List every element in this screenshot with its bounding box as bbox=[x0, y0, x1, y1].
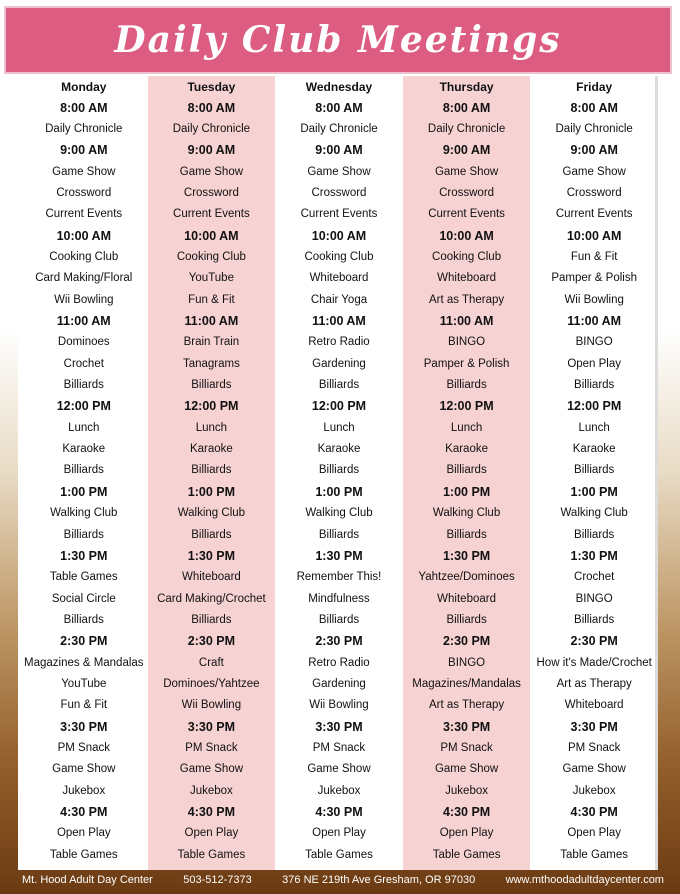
time-slot: 1:00 PM bbox=[570, 484, 618, 499]
activity: PM Snack bbox=[57, 742, 110, 754]
activity: Magazines/Mandalas bbox=[412, 677, 521, 690]
activity: Table Games bbox=[432, 848, 501, 861]
activity: Billiards bbox=[318, 379, 360, 392]
activity: Yahtzee/Dominoes bbox=[418, 571, 515, 584]
time-slot: 12:00 PM bbox=[311, 399, 367, 414]
time-slot: 11:00 AM bbox=[184, 314, 239, 328]
activity: Crochet bbox=[574, 571, 615, 584]
activity: Mindfulness bbox=[308, 592, 370, 605]
activity: Jukebox bbox=[317, 784, 361, 797]
time-slot: 3:30 PM bbox=[60, 719, 108, 734]
activity: Fun & Fit bbox=[570, 250, 618, 263]
activity: Current Events bbox=[173, 208, 250, 221]
activity: PM Snack bbox=[312, 742, 366, 754]
activity: Current Events bbox=[428, 208, 505, 221]
time-slot: 8:00 AM bbox=[315, 100, 363, 115]
activity: Billiards bbox=[574, 464, 615, 477]
activity: Retro Radio bbox=[308, 336, 370, 349]
activity: Billiards bbox=[574, 379, 615, 392]
time-slot: 12:00 PM bbox=[439, 399, 494, 414]
activity: Cooking Club bbox=[176, 250, 246, 263]
time-slot: 8:00 AM bbox=[187, 100, 236, 115]
activity: BINGO bbox=[448, 656, 486, 669]
activity: Crossword bbox=[183, 186, 239, 199]
time-slot: 3:30 PM bbox=[315, 719, 363, 734]
activity: Daily Chronicle bbox=[300, 122, 378, 135]
schedule-columns bbox=[20, 76, 658, 870]
activity: BINGO bbox=[575, 336, 613, 349]
time-slot: 10:00 AM bbox=[439, 228, 494, 243]
time-slot: 11:00 AM bbox=[439, 314, 494, 328]
activity: Open Play bbox=[56, 827, 111, 840]
activity: Billiards bbox=[318, 528, 360, 541]
activity: Whiteboard bbox=[181, 571, 241, 584]
activity: Lunch bbox=[68, 421, 100, 434]
activity: Walking Club bbox=[177, 507, 246, 520]
activity: Lunch bbox=[323, 421, 355, 434]
activity: Dominoes/Yahtzee bbox=[163, 677, 260, 690]
activity: Billiards bbox=[191, 613, 232, 626]
activity: Whiteboard bbox=[564, 699, 624, 712]
activity: Billiards bbox=[63, 613, 104, 626]
activity: PM Snack bbox=[185, 742, 238, 754]
day-column-wednesday bbox=[275, 76, 403, 870]
time-slot: 2:30 PM bbox=[442, 634, 491, 649]
activity: Table Games bbox=[305, 848, 373, 861]
activity: Table Games bbox=[177, 848, 246, 861]
activity: Game Show bbox=[562, 763, 626, 776]
title-banner bbox=[4, 6, 672, 74]
activity: Gardening bbox=[312, 357, 366, 370]
time-slot: 1:00 PM bbox=[187, 484, 236, 499]
activity: Game Show bbox=[434, 165, 499, 178]
activity: Game Show bbox=[307, 763, 371, 776]
time-slot: 12:00 PM bbox=[567, 399, 622, 414]
activity: Tanagrams bbox=[182, 357, 240, 370]
activity: Daily Chronicle bbox=[427, 122, 506, 135]
activity: Walking Club bbox=[50, 507, 118, 520]
activity: Current Events bbox=[300, 208, 378, 221]
activity: Wii Bowling bbox=[54, 293, 114, 306]
time-slot: 9:00 AM bbox=[442, 143, 491, 158]
time-slot: 9:00 AM bbox=[315, 143, 363, 158]
activity: Game Show bbox=[52, 763, 116, 776]
activity: Remember This! bbox=[296, 571, 382, 584]
activity: Table Games bbox=[49, 848, 118, 861]
activity: Wii Bowling bbox=[564, 293, 624, 306]
activity: Billiards bbox=[574, 613, 615, 626]
time-slot: 10:00 AM bbox=[184, 228, 239, 243]
time-slot: 8:00 AM bbox=[60, 100, 108, 115]
footer bbox=[0, 871, 680, 889]
activity: PM Snack bbox=[440, 742, 493, 754]
activity: Wii Bowling bbox=[309, 699, 369, 712]
activity: Crossword bbox=[311, 186, 367, 199]
time-slot: 3:30 PM bbox=[187, 719, 236, 734]
activity: Daily Chronicle bbox=[555, 122, 633, 135]
activity: Billiards bbox=[191, 528, 232, 541]
activity: Billiards bbox=[63, 528, 104, 541]
activity: Open Play bbox=[567, 357, 622, 370]
activity: Daily Chronicle bbox=[45, 122, 123, 135]
time-slot: 4:30 PM bbox=[570, 805, 618, 820]
time-slot: 8:00 AM bbox=[570, 100, 618, 115]
activity: Lunch bbox=[195, 421, 228, 434]
activity: Karaoke bbox=[317, 443, 361, 456]
time-slot: 8:00 AM bbox=[442, 100, 491, 115]
page-title: Daily Club Meetings bbox=[114, 19, 562, 61]
time-slot: 2:30 PM bbox=[187, 634, 236, 649]
activity: Billiards bbox=[446, 464, 487, 477]
activity: Magazines & Mandalas bbox=[24, 656, 144, 669]
activity: Crossword bbox=[439, 186, 495, 199]
activity: Walking Club bbox=[305, 507, 373, 520]
time-slot: 3:30 PM bbox=[442, 719, 491, 734]
footer-center-name: Mt. Hood Adult Day Center bbox=[22, 874, 153, 886]
activity: Brain Train bbox=[183, 336, 240, 349]
day-column-thursday bbox=[403, 76, 531, 870]
activity: Open Play bbox=[184, 827, 239, 840]
activity: Current Events bbox=[555, 208, 633, 221]
activity: Whiteboard bbox=[437, 592, 496, 605]
activity: Open Play bbox=[439, 827, 494, 840]
activity: Whiteboard bbox=[437, 272, 496, 285]
activity: Game Show bbox=[434, 763, 499, 776]
time-slot: 1:30 PM bbox=[315, 548, 363, 563]
activity: Karaoke bbox=[445, 443, 488, 456]
activity: Art as Therapy bbox=[428, 293, 505, 306]
activity: Crossword bbox=[56, 186, 112, 199]
time-slot: 1:30 PM bbox=[570, 548, 618, 563]
activity: Lunch bbox=[578, 421, 610, 434]
time-slot: 1:30 PM bbox=[60, 548, 108, 563]
time-slot: 4:30 PM bbox=[315, 805, 363, 820]
time-slot: 1:00 PM bbox=[60, 484, 108, 499]
activity: Billiards bbox=[446, 528, 487, 541]
activity: Walking Club bbox=[432, 507, 501, 520]
activity: Game Show bbox=[307, 165, 371, 178]
time-slot: 11:00 AM bbox=[56, 314, 111, 328]
activity: Crossword bbox=[566, 186, 622, 199]
time-slot: 9:00 AM bbox=[60, 143, 108, 158]
activity: Lunch bbox=[450, 421, 483, 434]
activity: Current Events bbox=[45, 208, 123, 221]
activity: Retro Radio bbox=[308, 656, 370, 669]
activity: Jukebox bbox=[62, 784, 106, 797]
activity: Fun & Fit bbox=[188, 293, 235, 306]
activity: Art as Therapy bbox=[428, 699, 505, 712]
day-header: Tuesday bbox=[187, 79, 236, 94]
time-slot: 11:00 AM bbox=[567, 314, 622, 328]
time-slot: 1:00 PM bbox=[315, 484, 363, 499]
day-column-friday bbox=[530, 76, 658, 870]
day-header: Thursday bbox=[439, 79, 494, 94]
activity: Chair Yoga bbox=[310, 293, 368, 306]
activity: Karaoke bbox=[62, 443, 106, 456]
activity: How it's Made/Crochet bbox=[536, 656, 652, 669]
time-slot: 1:30 PM bbox=[442, 548, 491, 563]
activity: YouTube bbox=[188, 272, 234, 285]
time-slot: 9:00 AM bbox=[187, 143, 236, 158]
activity: Card Making/Floral bbox=[35, 272, 133, 285]
activity: Billiards bbox=[318, 464, 360, 477]
activity: Billiards bbox=[191, 464, 232, 477]
activity: Billiards bbox=[191, 379, 232, 392]
time-slot: 12:00 PM bbox=[184, 399, 239, 414]
activity: Table Games bbox=[49, 571, 118, 584]
activity: Card Making/Crochet bbox=[157, 592, 266, 605]
time-slot: 9:00 AM bbox=[570, 143, 618, 158]
time-slot: 3:30 PM bbox=[570, 719, 618, 734]
activity: Art as Therapy bbox=[556, 677, 632, 690]
day-header: Friday bbox=[576, 79, 613, 94]
time-slot: 10:00 AM bbox=[566, 228, 622, 243]
activity: Pamper & Polish bbox=[551, 272, 637, 285]
activity: Daily Chronicle bbox=[172, 122, 251, 135]
time-slot: 4:30 PM bbox=[442, 805, 491, 820]
activity: Gardening bbox=[312, 677, 366, 690]
time-slot: 11:00 AM bbox=[312, 314, 366, 328]
activity: Karaoke bbox=[572, 443, 616, 456]
activity: Crochet bbox=[63, 357, 104, 370]
activity: Billiards bbox=[446, 379, 487, 392]
day-column-monday bbox=[20, 76, 148, 870]
activity: Billiards bbox=[574, 528, 615, 541]
time-slot: 10:00 AM bbox=[56, 228, 111, 243]
time-slot: 1:00 PM bbox=[442, 484, 491, 499]
time-slot: 2:30 PM bbox=[570, 634, 618, 649]
activity: PM Snack bbox=[567, 742, 621, 754]
activity: Jukebox bbox=[572, 784, 616, 797]
activity: Dominoes bbox=[57, 336, 110, 349]
activity: Game Show bbox=[179, 763, 244, 776]
activity: Game Show bbox=[52, 165, 116, 178]
activity: Billiards bbox=[63, 464, 104, 477]
day-header: Wednesday bbox=[305, 79, 373, 94]
activity: Cooking Club bbox=[432, 250, 502, 263]
day-column-tuesday bbox=[148, 76, 276, 870]
activity: Craft bbox=[198, 656, 224, 669]
time-slot: 10:00 AM bbox=[311, 228, 367, 243]
activity: Open Play bbox=[567, 827, 622, 840]
activity: BINGO bbox=[575, 592, 613, 605]
activity: Karaoke bbox=[189, 443, 233, 456]
time-slot: 2:30 PM bbox=[60, 634, 108, 649]
footer-address: 376 NE 219th Ave Gresham, OR 97030 bbox=[282, 874, 476, 886]
activity: BINGO bbox=[448, 336, 486, 349]
activity: Social Circle bbox=[51, 592, 116, 605]
activity: Game Show bbox=[179, 165, 244, 178]
activity: Billiards bbox=[318, 613, 360, 626]
activity: Walking Club bbox=[560, 507, 628, 520]
activity: Billiards bbox=[446, 613, 487, 626]
activity: Pamper & Polish bbox=[423, 357, 510, 370]
activity: Cooking Club bbox=[304, 250, 374, 263]
time-slot: 12:00 PM bbox=[56, 399, 111, 414]
footer-phone: 503-512-7373 bbox=[183, 874, 252, 886]
activity: Game Show bbox=[562, 165, 626, 178]
activity: Wii Bowling bbox=[181, 699, 242, 712]
activity: Billiards bbox=[63, 379, 104, 392]
time-slot: 1:30 PM bbox=[187, 548, 236, 563]
day-header: Monday bbox=[61, 79, 107, 94]
time-slot: 2:30 PM bbox=[315, 634, 363, 649]
time-slot: 4:30 PM bbox=[60, 805, 108, 820]
activity: Table Games bbox=[560, 848, 629, 861]
activity: Jukebox bbox=[445, 784, 488, 797]
activity: YouTube bbox=[61, 677, 107, 690]
activity: Whiteboard bbox=[309, 272, 369, 285]
footer-website[interactable]: www.mthoodadultdaycenter.com bbox=[505, 874, 664, 886]
activity: Jukebox bbox=[189, 784, 233, 797]
activity: Fun & Fit bbox=[60, 699, 108, 712]
activity: Open Play bbox=[312, 827, 366, 840]
activity: Cooking Club bbox=[49, 250, 119, 263]
time-slot: 4:30 PM bbox=[187, 805, 236, 820]
